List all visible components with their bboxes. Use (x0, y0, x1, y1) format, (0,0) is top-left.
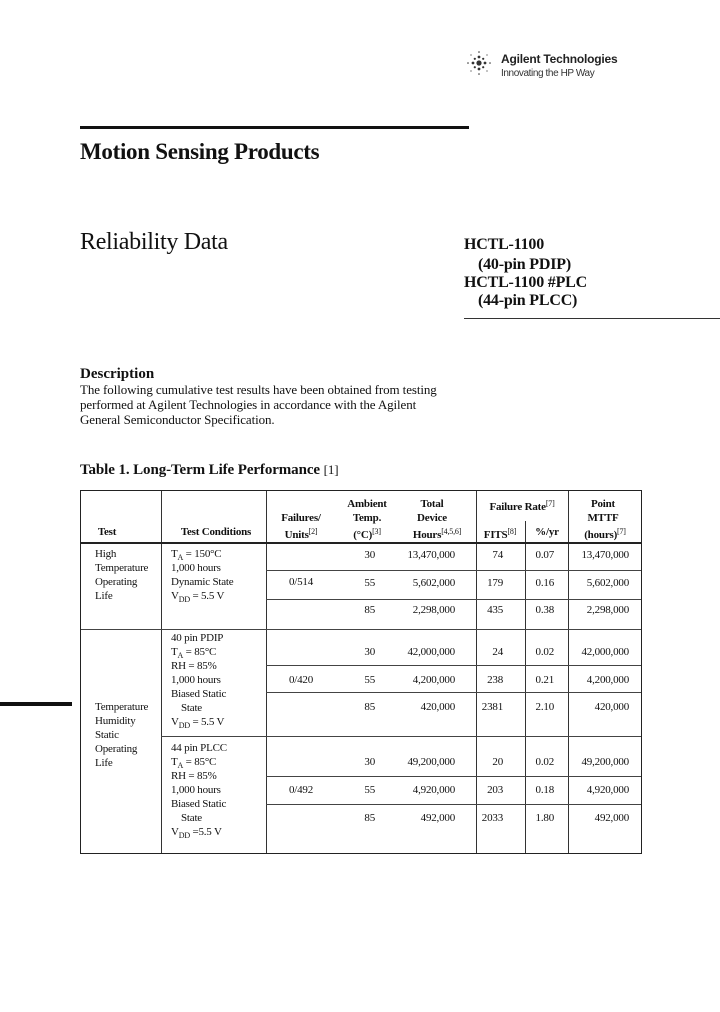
test-name-line: Life (95, 757, 113, 769)
condition-line: $V_{DD} =5.5$ V (171, 826, 222, 840)
condition-line: State (181, 702, 202, 714)
test-name-line: Humidity (95, 715, 136, 727)
ambient-temp: 30 (364, 756, 375, 768)
col-header-mttf-unit: (hours)[7] (584, 527, 626, 541)
pct-yr-value: 2.10 (535, 701, 554, 713)
table-vline (161, 491, 162, 853)
fits-value: 435 (487, 604, 503, 616)
fits-value: 24 (492, 646, 503, 658)
mttf-value: 5,602,000 (586, 577, 629, 589)
brand-tagline: Innovating the HP Way (501, 68, 595, 79)
fits-value: 2033 (481, 812, 503, 824)
col-header-pct-yr: %/yr (535, 526, 559, 538)
pct-yr-value: 0.02 (535, 646, 554, 658)
pct-yr-value: 0.07 (535, 549, 554, 561)
condition-line: 1,000 hours (171, 562, 221, 574)
col-header-conditions: Test Conditions (180, 526, 252, 538)
page-subtitle: Reliability Data (80, 229, 228, 255)
condition-line: State (181, 812, 202, 824)
test-name-line: Temperature (95, 701, 149, 713)
condition-line: $T_A = 150^\circ C$ (171, 548, 222, 562)
description-line: The following cumulative test results have been obtained from testing (80, 382, 437, 397)
col-header-test: Test (97, 526, 117, 538)
test-name-line: Temperature (95, 562, 149, 574)
col-header-temp: Temp. (352, 512, 382, 524)
table-vline (568, 491, 569, 853)
ambient-temp: 85 (364, 604, 375, 616)
col-header-failures: Failures/ (281, 512, 321, 524)
device-hours: 13,470,000 (407, 549, 455, 561)
col-header-temp-unit: (°C)[3] (353, 527, 381, 541)
condition-line: 1,000 hours (171, 674, 221, 686)
fits-value: 179 (487, 577, 503, 589)
test-name-line: Life (95, 590, 113, 602)
pct-yr-value: 0.21 (535, 674, 554, 686)
page-title: Motion Sensing Products (80, 139, 320, 164)
condition-line: $V_{DD} = 5.5$ V (171, 716, 225, 730)
condition-line: Dynamic State (171, 576, 234, 588)
device-hours: 2,298,000 (412, 604, 455, 616)
ambient-temp: 55 (364, 577, 375, 589)
table-header-rule (81, 542, 641, 544)
test-name-line: Operating (95, 743, 138, 755)
mttf-value: 2,298,000 (586, 604, 629, 616)
pct-yr-value: 0.16 (535, 577, 554, 589)
fits-value: 20 (492, 756, 503, 768)
device-hours: 42,000,000 (407, 646, 455, 658)
pct-yr-value: 0.38 (535, 604, 554, 616)
pct-yr-value: 0.02 (535, 756, 554, 768)
part-package-1: (40-pin PDIP) (478, 256, 571, 273)
table-group-rule (81, 629, 641, 630)
fits-value: 203 (487, 784, 503, 796)
fits-value: 2381 (481, 701, 503, 713)
device-hours: 49,200,000 (407, 756, 455, 768)
condition-line: 1,000 hours (171, 784, 221, 796)
condition-line: 40 pin PDIP (171, 632, 224, 644)
failures-units: 0/420 (288, 674, 314, 686)
agilent-spark-logo-icon (464, 48, 494, 78)
device-hours: 4,920,000 (412, 784, 455, 796)
mttf-value: 42,000,000 (581, 646, 629, 658)
part-rule (464, 318, 720, 319)
ambient-temp: 55 (364, 784, 375, 796)
device-hours: 420,000 (420, 701, 455, 713)
description-line: General Semiconductor Specification. (80, 412, 275, 427)
description-line: performed at Agilent Technologies in accordance with the Agilent (80, 397, 417, 412)
ambient-temp: 85 (364, 812, 375, 824)
ambient-temp: 85 (364, 701, 375, 713)
failures-units: 0/492 (288, 784, 314, 796)
part-number-1: HCTL-1100 (464, 236, 544, 253)
mttf-value: 4,920,000 (586, 784, 629, 796)
mttf-value: 492,000 (594, 812, 629, 824)
condition-line: $T_A = 85^\circ C$ (171, 646, 217, 660)
table-title: Table 1. Long-Term Life Performance [1] (80, 462, 339, 478)
test-name-line: High (95, 548, 117, 560)
table-row-rule (266, 804, 641, 805)
table-row-rule (266, 570, 641, 571)
table-row-rule (266, 599, 641, 600)
condition-line: Biased Static (171, 798, 227, 810)
pct-yr-value: 0.18 (535, 784, 554, 796)
table-block-rule (161, 736, 641, 737)
failures-units: 0/514 (288, 576, 314, 588)
col-header-mttf: MTTF (587, 512, 619, 524)
ambient-temp: 30 (364, 646, 375, 658)
col-header-fits: FITS[8] (483, 527, 517, 541)
mttf-value: 49,200,000 (581, 756, 629, 768)
part-package-2: (44-pin PLCC) (478, 292, 578, 309)
device-hours: 4,200,000 (412, 674, 455, 686)
col-header-failure-rate: Failure Rate[7] (489, 499, 555, 513)
condition-line: RH = 85% (171, 660, 217, 672)
col-header-failures-units: Units[2] (284, 527, 318, 541)
table-row-rule (266, 665, 641, 666)
table-vline (266, 491, 267, 853)
col-header-ambient: Ambient (347, 498, 387, 510)
col-header-hours: Hours[4,5,6] (412, 527, 462, 541)
condition-line: 44 pin PLCC (171, 742, 227, 754)
mttf-value: 13,470,000 (581, 549, 629, 561)
table-row-rule (266, 692, 641, 693)
table-row-rule (266, 776, 641, 777)
fits-value: 74 (492, 549, 503, 561)
life-performance-table (80, 490, 642, 854)
description-heading: Description (80, 366, 155, 382)
table-title-note: [1] (323, 462, 339, 477)
title-rule (80, 126, 469, 129)
side-marker-bar (0, 702, 72, 706)
condition-line: $T_A = 85^\circ C$ (171, 756, 217, 770)
brand-name: Agilent Technologies (501, 52, 618, 66)
test-name-line: Operating (95, 576, 138, 588)
col-header-total: Total (420, 498, 444, 510)
test-name-line: Static (95, 729, 119, 741)
condition-line: Biased Static (171, 688, 227, 700)
col-header-point: Point (590, 498, 616, 510)
table-vline (476, 491, 477, 853)
ambient-temp: 30 (364, 549, 375, 561)
mttf-value: 420,000 (594, 701, 629, 713)
mttf-value: 4,200,000 (586, 674, 629, 686)
device-hours: 5,602,000 (412, 577, 455, 589)
device-hours: 492,000 (420, 812, 455, 824)
condition-line: $V_{DD} = 5.5$ V (171, 590, 225, 604)
part-number-2: HCTL-1100 #PLC (464, 274, 587, 291)
col-header-device: Device (417, 512, 447, 524)
pct-yr-value: 1.80 (535, 812, 554, 824)
condition-line: RH = 85% (171, 770, 217, 782)
ambient-temp: 55 (364, 674, 375, 686)
fits-value: 238 (487, 674, 503, 686)
